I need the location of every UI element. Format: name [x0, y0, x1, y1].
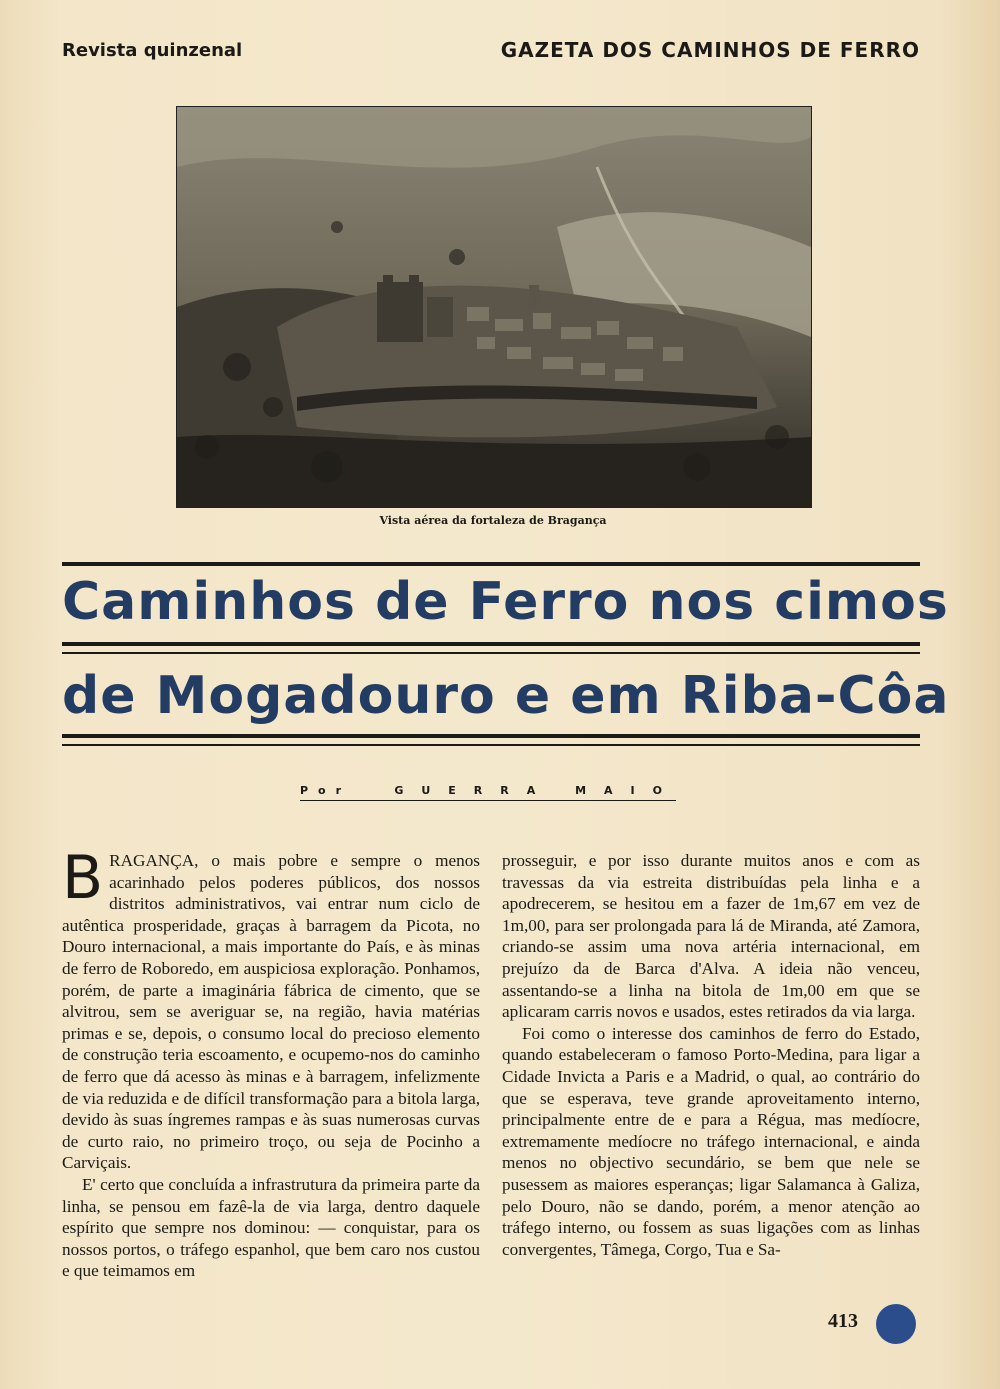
- article-column-right: [502, 850, 920, 1260]
- article-column-left: [62, 843, 480, 1282]
- article-paragraph: Foi como o interesse dos caminhos de ferro do Estado, quando estabeleceram o famoso Porto-Medina, para ligar a Cidade Invicta a Paris e a Madrid, o qual, ao contrário do que se esperava, teve grande aproveitamento interno, principalmente entre de e para a Régua, mas medíocre, extremamente medíocre no tráfego internacional, e ainda menos no objectivo secundário, se bem que nele se pusessem as maiores esperanças; ligar Salamanca à Galiza, pelo Douro, não se dando, porém, a menor atenção ao tráfego interno, ou fossem as suas ligações com as linhas convergentes, Tâmega, Corgo, Tua e Sa-: [502, 1023, 920, 1259]
- aerial-photo: [176, 106, 812, 508]
- page-number: 413: [828, 1310, 858, 1332]
- page-number-dot: [876, 1304, 916, 1344]
- title-bottom-rule-thick: [62, 734, 920, 738]
- title-middle-rule-thick: [62, 642, 920, 646]
- aerial-photo-illustration: [177, 107, 811, 507]
- byline-author: GUERRA MAIO: [394, 784, 680, 797]
- paragraph-text: RAGANÇA, o mais pobre e sempre o menos acarinhado pelos poderes públicos, dos nossos distritos administrativos, vai entrar num ciclo de autêntica prosperidade, graças à barragem da Picota, no Douro internacional, a mais importante do País, e às minas de ferro de Roboredo, em auspiciosa exploração. Ponhamos, porém, de parte a imaginária fábrica de cimento, que se alvitrou, sem se averiguar se, na região, havia matérias primas e se, depois, o consumo local do precioso elemento de construção teria escoamento, e ocupemo-nos do caminho de ferro que dá acesso às minas e à barragem, infelizmente de via reduzida e de difícil transformação para a bitola larga, devido às suas íngremes rampas e às suas numerosas curvas de curto raio, no primeiro troço, ou seja de Pocinho a Carviçais.: [62, 851, 480, 1173]
- photo-caption: Vista aérea da fortaleza de Bragança: [379, 514, 607, 527]
- article-title-line1: Caminhos de Ferro nos cimos: [62, 572, 949, 632]
- article-paragraph: E' certo que concluída a infrastrutura da primeira parte da linha, se pensou em fazê-la de via larga, dentro daquele espírito que sempre nos dominou: — conquistar, para os nossos portos, o tráfego espanhol, que bem caro nos custou e que teimamos em: [62, 1174, 480, 1281]
- byline-underline: [300, 800, 676, 801]
- byline: [300, 784, 680, 797]
- article-paragraph: prosseguir, e por isso durante muitos anos e com as travessas da via estreita distribuídas pela linha e a apodrecerem, se hesitou em a fazer de 1m,67 em vez de 1m,00, para ser prolongada para lá de Miranda, até Zamora, criando-se assim uma nova artéria internacional, em prejuízo da de Barca d'Alva. A ideia não venceu, assentando-se a linha na bitola de 1m,00 em que se aplicaram carris novos e usados, estes retirados da via larga.: [502, 851, 920, 1022]
- header-magazine-title: GAZETA DOS CAMINHOS DE FERRO: [500, 38, 920, 62]
- header-periodicity: Revista quinzenal: [62, 40, 243, 61]
- article-title-line2: de Mogadouro e em Riba-Côa: [62, 666, 950, 726]
- byline-prefix: Por: [300, 784, 352, 797]
- title-middle-rule-thin: [62, 652, 920, 654]
- title-top-rule: [62, 562, 920, 566]
- title-bottom-rule-thin: [62, 744, 920, 746]
- article-paragraph: [62, 843, 480, 1174]
- drop-cap: B: [62, 843, 104, 913]
